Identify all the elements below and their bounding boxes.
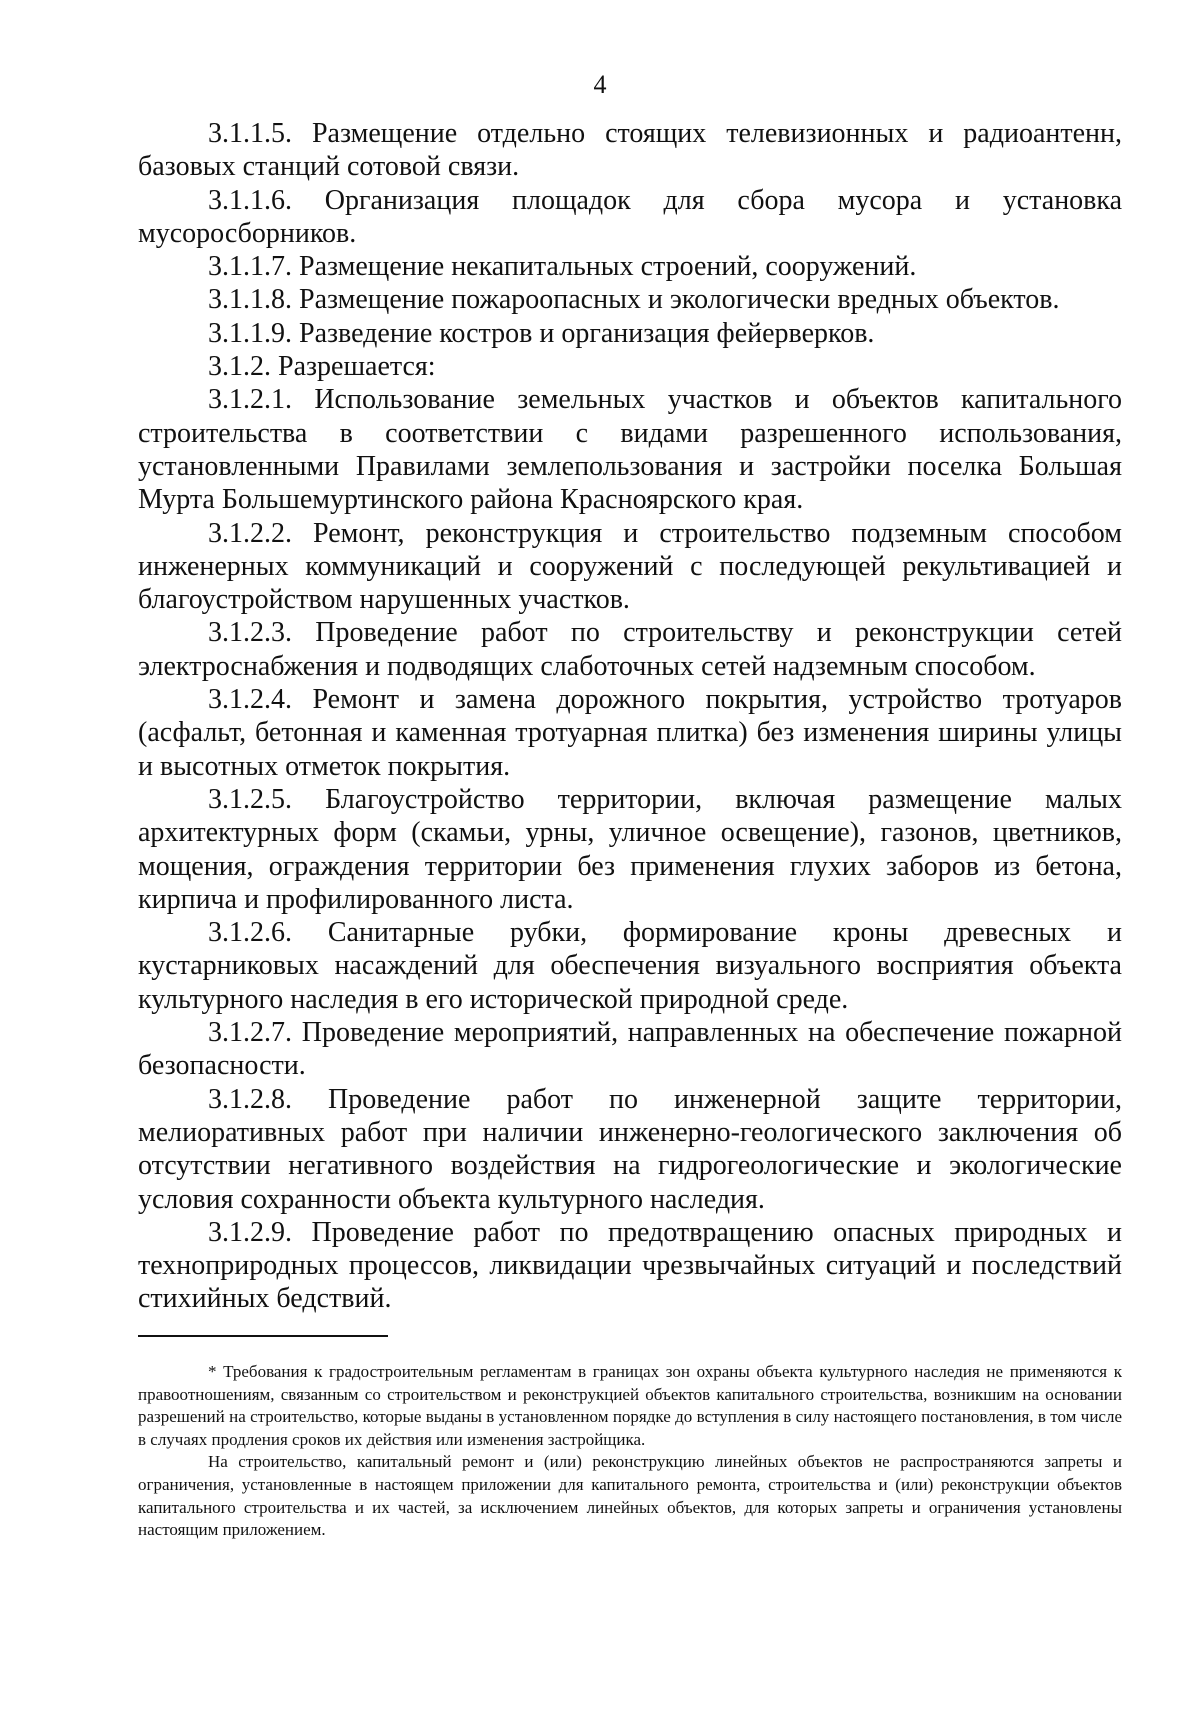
clause-3-1-1-6: 3.1.1.6. Организация площадок для сбора мусора и установка мусоросборников. [138, 184, 1122, 249]
clause-3-1-1-9: 3.1.1.9. Разведение костров и организация фейерверков. [208, 317, 875, 349]
clause-3-1-2-3: 3.1.2.3. Проведение работ по строительству и реконструкции сетей электроснабжения и подводящих слаботочных сетей надземным способом. [138, 617, 1122, 682]
clause-3-1-1-8: 3.1.1.8. Размещение пожароопасных и экологически вредных объектов. [208, 284, 1060, 316]
clause-3-1-2-5: 3.1.2.5. Благоустройство территории, включая размещение малых архитектурных форм (скамьи, урны, уличное освещение), газонов, цветников, мощения, ограждения территории без применения глухих заборов из бетона, кирпича и профилированного листа. [138, 783, 1122, 915]
footnote-text: * Требования к градостроительным регламентам в границах зон охраны объекта культурного наследия не применяются к правоотношениям, связанным со строительством и реконструкцией объектов капитального строительства, возникшим на основании разрешений на строительство, которые выданы в установленном порядке до вступления в силу настоящего постановления, в том числе в случаях продления сроков их действия или изменения застройщика. [138, 1362, 1122, 1449]
clause-3-1-2: 3.1.2. Разрешается: [208, 351, 436, 383]
footnotes [138, 1361, 1122, 1542]
page-number: 4 [593, 70, 607, 99]
footnote-text: На строительство, капитальный ремонт и (или) реконструкцию линейных объектов не распространяются запреты и ограничения, установленные в настоящем приложении для капитального ремонта, строительства и (или) реконструкции объектов капитального строительства и их частей, за исключением линейных объектов, для которых запреты и ограничения установлены настоящим приложением. [138, 1452, 1122, 1540]
document-body [138, 117, 1122, 1316]
clause-3-1-1-5: 3.1.1.5. Размещение отдельно стоящих телевизионных и радиоантенн, базовых станций сотовой связи. [138, 118, 1122, 183]
clause-3-1-1-7: 3.1.1.7. Размещение некапитальных строений, сооружений. [208, 251, 917, 283]
clause-3-1-2-7: 3.1.2.7. Проведение мероприятий, направленных на обеспечение пожарной безопасности. [138, 1017, 1122, 1082]
clause-3-1-2-1: 3.1.2.1. Использование земельных участков и объектов капитального строительства в соответствии с видами разрешенного использования, установленными Правилами землепользования и застройки поселка Большая Мурта Большемуртинского района Красноярского края. [138, 384, 1122, 516]
clause-3-1-2-9: 3.1.2.9. Проведение работ по предотвращению опасных природных и техноприродных процессов, ликвидации чрезвычайных ситуаций и последствий стихийных бедствий. [138, 1216, 1122, 1315]
clause-3-1-2-2: 3.1.2.2. Ремонт, реконструкция и строительство подземным способом инженерных коммуникаций и сооружений с последующей рекультивацией и благоустройством нарушенных участков. [138, 517, 1122, 616]
footnote-divider [138, 1335, 388, 1337]
clause-3-1-2-8: 3.1.2.8. Проведение работ по инженерной защите территории, мелиоративных работ при наличии инженерно-геологического заключения об отсутствии негативного воздействия на гидрогеологические и экологические условия сохранности объекта культурного наследия. [138, 1083, 1122, 1215]
clause-3-1-2-6: 3.1.2.6. Санитарные рубки, формирование кроны древесных и кустарниковых насаждений для обеспечения визуального восприятия объекта культурного наследия в его исторической природной среде. [138, 917, 1122, 1015]
clause-3-1-2-4: 3.1.2.4. Ремонт и замена дорожного покрытия, устройство тротуаров (асфальт, бетонная и каменная тротуарная плитка) без изменения ширины улицы и высотных отметок покрытия. [138, 684, 1122, 782]
